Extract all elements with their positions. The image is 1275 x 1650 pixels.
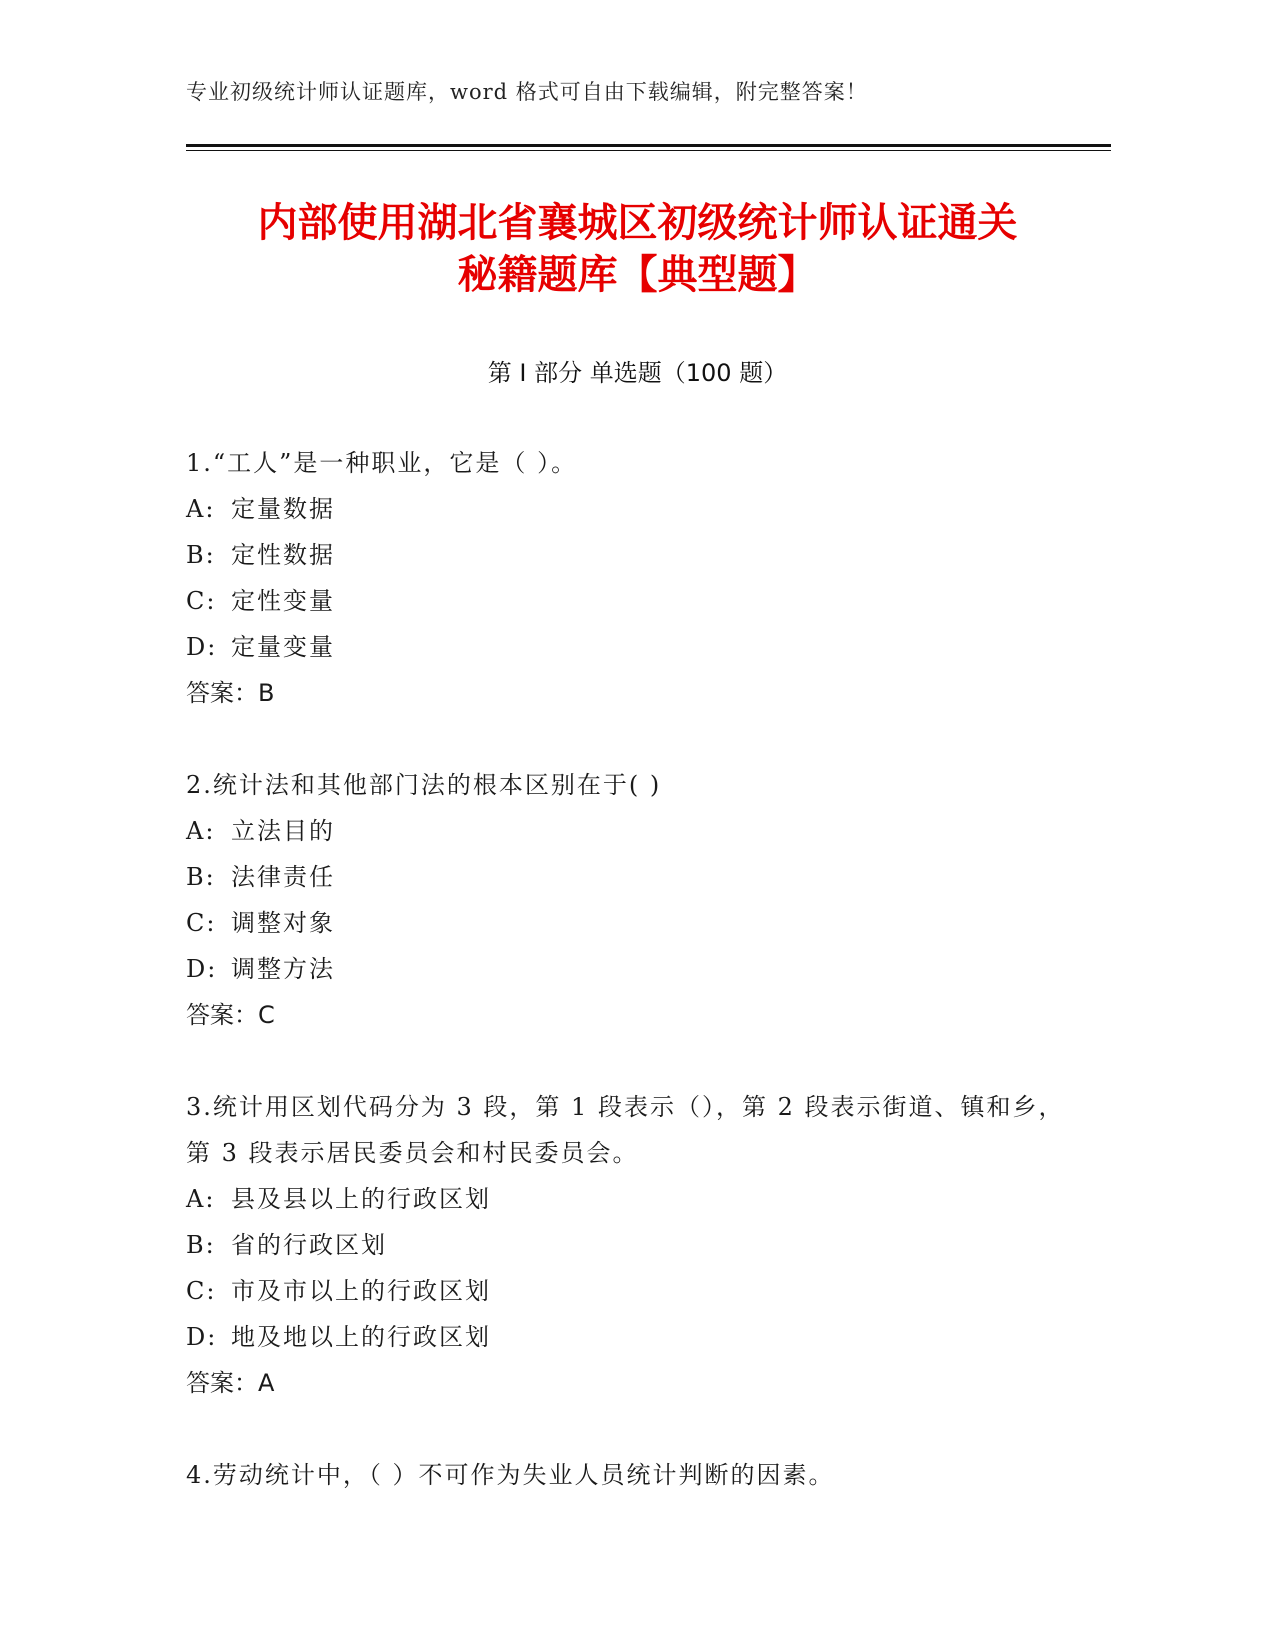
question-stem: 3.统计用区划代码分为 3 段，第 1 段表示（），第 2 段表示街道、镇和乡，第 3 段表示居民委员会和村民委员会。 [186,1093,1065,1167]
question-3 [186,1084,1066,1406]
option-a [186,808,1066,854]
question-1 [186,440,1066,716]
question-2 [186,762,1066,1038]
document-title-line-1: 内部使用湖北省襄城区初级统计师认证通关 [257,200,1018,246]
document-title [150,197,1125,301]
option-text: 省的行政区划 [231,1231,387,1259]
option-c [186,578,1066,624]
question-stem: 2.统计法和其他部门法的根本区别在于( ) [186,771,662,799]
header-rule-thin [186,150,1111,151]
option-c [186,900,1066,946]
option-key: D: [186,633,218,661]
answer: 答案：B [186,679,275,707]
header-rule-thick [186,144,1111,147]
option-key: C: [186,1277,217,1305]
option-b [186,1222,1066,1268]
question-stem: 4.劳动统计中，（ ）不可作为失业人员统计判断的因素。 [186,1461,835,1489]
option-key: B: [186,863,216,891]
option-key: B: [186,1231,216,1259]
question-4 [186,1452,1066,1498]
option-c [186,1268,1066,1314]
answer: 答案：C [186,1001,275,1029]
option-text: 调整对象 [231,909,335,937]
option-key: C: [186,909,217,937]
option-key: D: [186,1323,218,1351]
option-d [186,624,1066,670]
question-stem: 1.“工人”是一种职业，它是（ ）。 [186,449,578,477]
option-text: 调整方法 [231,955,335,983]
option-text: 定量变量 [231,633,335,661]
option-text: 定性数据 [231,541,335,569]
option-text: 定量数据 [231,495,335,523]
option-d [186,946,1066,992]
option-text: 县及县以上的行政区划 [231,1185,491,1213]
option-key: A: [186,495,216,523]
header-note: 专业初级统计师认证题库，word 格式可自由下载编辑，附完整答案！ [186,80,868,104]
option-text: 定性变量 [231,587,335,615]
option-text: 立法目的 [231,817,335,845]
option-key: C: [186,587,217,615]
option-key: A: [186,817,216,845]
section-title: 第 I 部分 单选题（100 题） [487,359,788,387]
option-text: 市及市以上的行政区划 [231,1277,491,1305]
option-b [186,854,1066,900]
question-list [186,440,1066,1544]
answer: 答案：A [186,1369,275,1397]
option-d [186,1314,1066,1360]
document-title-line-2: 秘籍题库【典型题】 [457,252,818,298]
option-text: 法律责任 [231,863,335,891]
option-key: A: [186,1185,216,1213]
option-text: 地及地以上的行政区划 [231,1323,491,1351]
option-a [186,1176,1066,1222]
option-b [186,532,1066,578]
option-key: D: [186,955,218,983]
option-key: B: [186,541,216,569]
option-a [186,486,1066,532]
